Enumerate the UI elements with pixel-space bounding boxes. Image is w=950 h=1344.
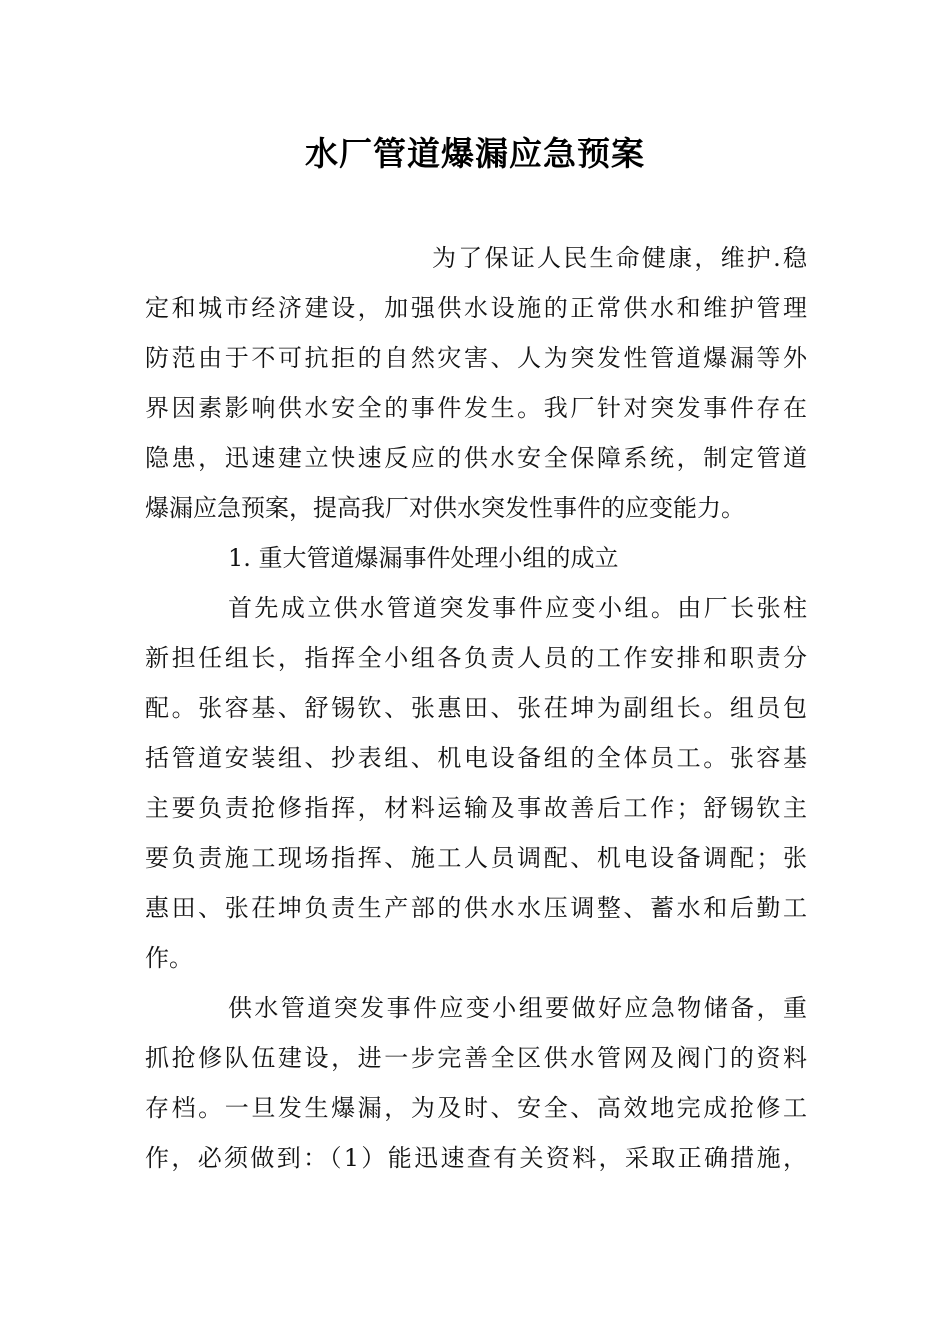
- paragraph-line: 界因素影响供水安全的事件发生。我厂针对突发事件存在: [145, 394, 807, 422]
- paragraph-line: 新担任组长，指挥全小组各负责人员的工作安排和职责分: [145, 644, 807, 672]
- paragraph-line: 作，必须做到：（1）能迅速查有关资料，采取正确措施，: [145, 1144, 807, 1172]
- paragraph-line: 防范由于不可抗拒的自然灾害、人为突发性管道爆漏等外: [145, 344, 807, 372]
- paragraph-line: 存档。一旦发生爆漏，为及时、安全、高效地完成抢修工: [145, 1094, 807, 1122]
- paragraph-line: 惠田、张茌坤负责生产部的供水水压调整、蓄水和后勤工: [145, 894, 807, 922]
- paragraph-line: 爆漏应急预案，提高我厂对供水突发性事件的应变能力。: [145, 494, 745, 522]
- paragraph-line: 首先成立供水管道突发事件应变小组。由厂长张柱: [228, 594, 807, 622]
- paragraph-line: 供水管道突发事件应变小组要做好应急物储备，重: [228, 994, 807, 1022]
- paragraph-line: 主要负责抢修指挥，材料运输及事故善后工作；舒锡钦主: [145, 794, 807, 822]
- paragraph-line: 要负责施工现场指挥、施工人员调配、机电设备调配；张: [145, 844, 807, 872]
- paragraph-line: 隐患，迅速建立快速反应的供水安全保障系统，制定管道: [145, 444, 807, 472]
- paragraph-line: 作。: [145, 944, 193, 972]
- paragraph-line: 定和城市经济建设，加强供水设施的正常供水和维护管理: [145, 294, 807, 322]
- paragraph-line: 为了保证人民生命健康，维护.稳: [432, 244, 807, 272]
- section-heading: 1. 重大管道爆漏事件处理小组的成立: [228, 544, 619, 572]
- paragraph-line: 括管道安装组、抄表组、机电设备组的全体员工。张容基: [145, 744, 807, 772]
- paragraph-line: 配。张容基、舒锡钦、张惠田、张茌坤为副组长。组员包: [145, 694, 807, 722]
- document-title: 水厂管道爆漏应急预案: [305, 134, 645, 173]
- paragraph-line: 抓抢修队伍建设，进一步完善全区供水管网及阀门的资料: [145, 1044, 807, 1072]
